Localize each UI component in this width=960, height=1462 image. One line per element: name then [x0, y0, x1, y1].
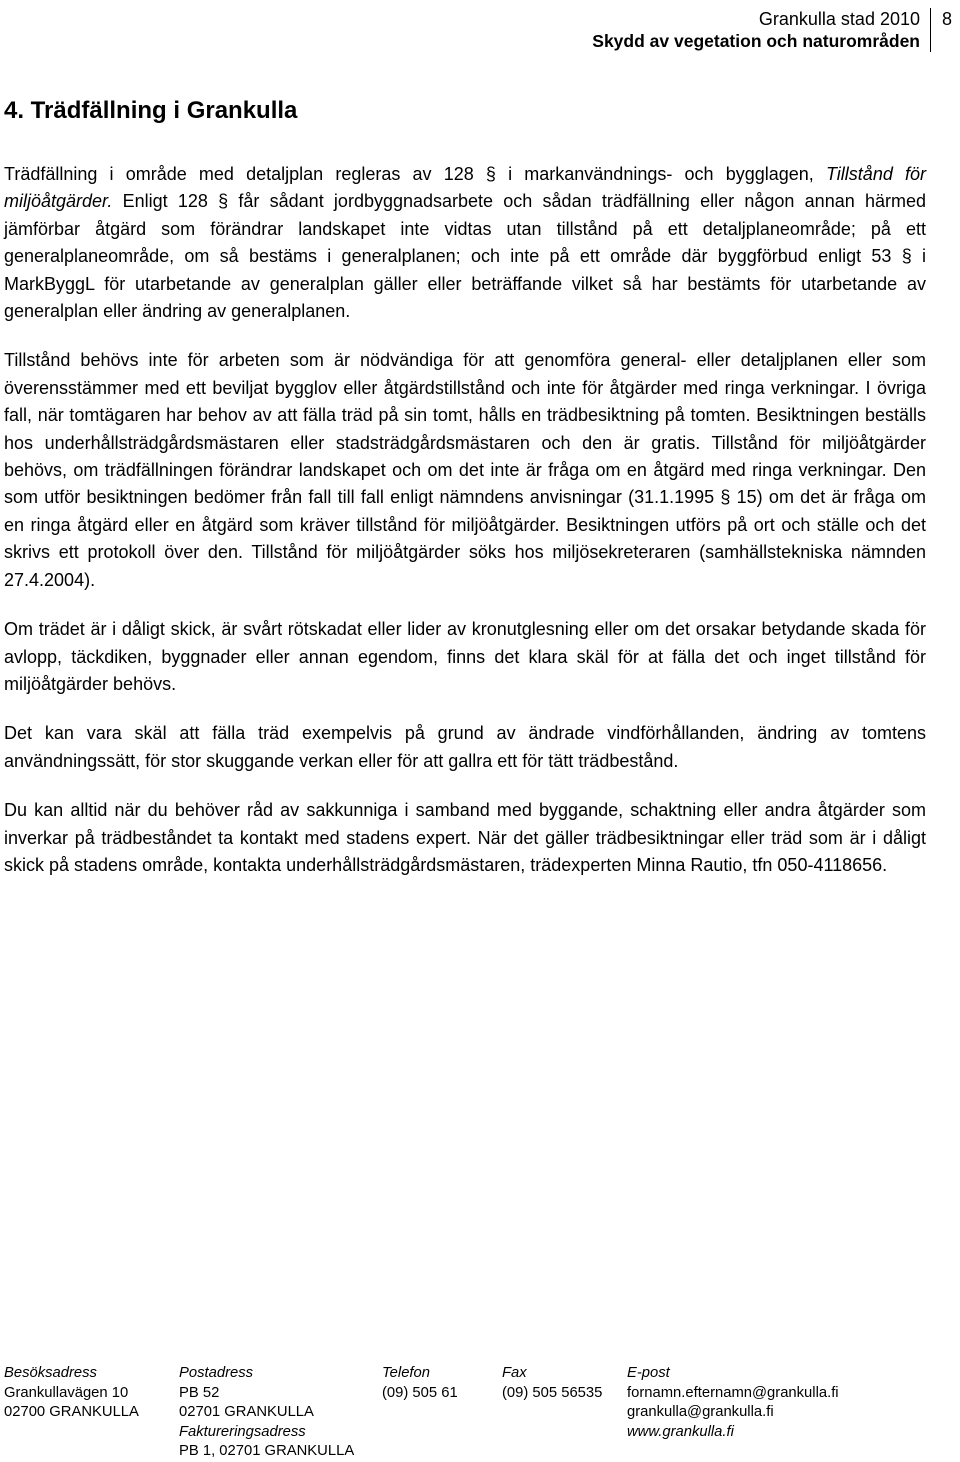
footer-fax-column: [502, 1364, 602, 1403]
paragraph-1-italic: Tillstånd för miljöåtgärder.: [4, 164, 927, 212]
footer-visit-label: Besöksadress: [4, 1365, 97, 1381]
footer-postal-label: Postadress: [179, 1365, 254, 1381]
footer-phone-value: (09) 505 61: [382, 1384, 458, 1401]
header-text: [592, 8, 920, 52]
paragraph-1-part-a: Trädfällning i område med detaljplan regleras av 128 § i markanvändnings- och bygglagen,: [4, 164, 826, 184]
section-heading: 4. Trädfällning i Grankulla: [4, 97, 298, 124]
paragraph-1: [4, 161, 926, 325]
footer-postal-column: [179, 1364, 354, 1462]
paragraph-5: Du kan alltid när du behöver råd av sakkunniga i samband med byggande, schaktning eller andra åtgärder som inverkar på trädbeståndet ta kontakt med stadens expert. När det gäller trädbesiktningar eller träd som är i dåligt skick på stadens område, kontakta underhållsträdgårdsmästaren, trädexperten Minna Rautio, tfn 050-4118656.: [4, 800, 926, 875]
paragraph-2: Tillstånd behövs inte för arbeten som är nödvändiga för att genomföra general- eller detaljplanen eller som överensstämmer med ett beviljat bygglov eller åtgärdstillstånd och inte för åtgärder med ringa verkningar. I övriga fall, när tomtägaren har behov av att fälla träd på sin tomt, hålls en trädbesiktning på tomten. Besiktningen beställs hos underhållsträdgårdsmästaren eller stadsträdgårdsmästaren och den är gratis. Tillstånd för miljöåtgärder behövs, om trädfällningen förändrar landskapet och om det inte är fråga om en åtgärd med ringa verkningar. Den som utför besiktningen bedömer från fall till fall enligt nämndens anvisningar (31.1.1995 § 15) om det är fråga om en ringa åtgärd eller en åtgärd som kräver tillstånd för miljöåtgärder. Besiktningen utförs på ort och ställe och det skrivs ett protokoll över den. Tillstånd för miljöåtgärder söks hos miljösekreteraren (samhällstekniska nämnden 27.4.2004).: [4, 350, 926, 590]
footer-phone-label: Telefon: [382, 1365, 430, 1381]
footer-phone-column: [382, 1364, 458, 1403]
footer-postal-line1: PB 52: [179, 1384, 220, 1401]
footer-billing-address: PB 1, 02701 GRANKULLA: [179, 1443, 355, 1460]
body-text: [4, 161, 926, 901]
footer-email-label: E-post: [627, 1365, 670, 1381]
footer-email-column: [627, 1364, 839, 1442]
paragraph-3: Om trädet är i dåligt skick, är svårt rötskadat eller lider av kronutglesning eller om det orsakar betydande skada för avlopp, täckdiken, byggnader eller annan egendom, finns det klara skäl för at fälla det och inget tillstånd för miljöåtgärder behövs.: [4, 619, 926, 694]
footer-fax-value: (09) 505 56535: [502, 1384, 603, 1401]
footer-visit-line2: 02700 GRANKULLA: [4, 1404, 139, 1421]
footer-website-link[interactable]: www.grankulla.fi: [627, 1423, 734, 1440]
footer-fax-label: Fax: [502, 1365, 527, 1381]
header-subtitle: Skydd av vegetation och naturområden: [592, 31, 920, 51]
paragraph-1-part-b: Enligt 128 § får sådant jordbyggnadsarbete och sådan trädfällning eller någon annan härmed jämförbar åtgärd som förändrar landskapet inte vidtas utan tillstånd på ett detaljplaneområde; på ett generalplaneområde, om så bestäms i generalplanen; och inte på ett område där byggförbud enligt 53 § i MarkByggL för utarbetande av generalplan gäller eller beträffande vilket så har bestämts för utarbetande av generalplan eller ändring av generalplanen.: [4, 191, 926, 322]
footer-email-line1[interactable]: fornamn.efternamn@grankulla.fi: [627, 1384, 839, 1401]
paragraph-4: Det kan vara skäl att fälla träd exempelvis på grund av ändrade vindförhållanden, ändring av tomtens användningssätt, för stor skuggande verkan eller för att gallra ett för tätt trädbestånd.: [4, 723, 926, 771]
footer-email-line2[interactable]: grankulla@grankulla.fi: [627, 1404, 774, 1421]
page-number: 8: [941, 9, 952, 29]
footer-postal-line2: 02701 GRANKULLA: [179, 1404, 314, 1421]
header-title: Grankulla stad 2010: [758, 9, 920, 29]
footer-visit-column: [4, 1364, 139, 1423]
footer-visit-line1: Grankullavägen 10: [4, 1384, 129, 1401]
header-divider: [930, 8, 931, 52]
footer-billing-label: Faktureringsadress: [179, 1423, 306, 1440]
page-header: [0, 4, 960, 50]
